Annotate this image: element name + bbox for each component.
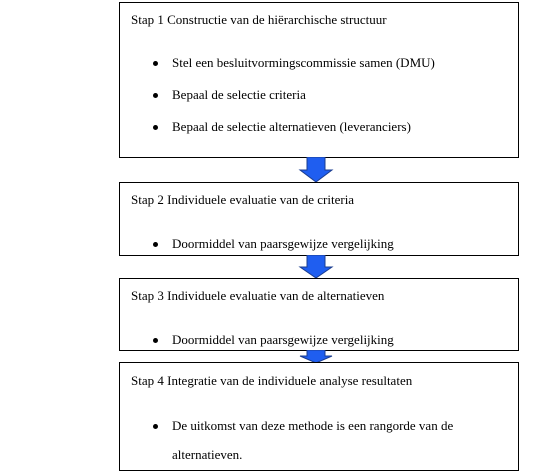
step-3-bullet-1: Doormiddel van paarsgewijze vergelijking: [172, 332, 394, 347]
step-4-bullet-1-continuation: alternatieven.: [172, 447, 243, 462]
bullet-icon: [153, 61, 158, 66]
down-arrow-icon: [298, 157, 334, 183]
arrow-shape: [300, 157, 332, 182]
bullet-icon: [153, 424, 158, 429]
step-2-title: Stap 2 Individuele evaluatie van de criteria: [131, 192, 355, 207]
bullet-icon: [153, 338, 158, 343]
step-2-bullet-1: Doormiddel van paarsgewijze vergelijking: [172, 236, 394, 251]
step-3-title: Stap 3 Individuele evaluatie van de alternatieven: [131, 288, 385, 303]
step-1-bullet-3: Bepaal de selectie alternatieven (leveranciers): [172, 119, 411, 134]
arrow-shape: [300, 255, 332, 278]
step-4-title: Stap 4 Integratie van de individuele analyse resultaten: [131, 373, 413, 388]
down-arrow-icon: [298, 255, 334, 279]
step-4-bullet-1: De uitkomst van deze methode is een rangorde van de: [172, 418, 454, 433]
step-1-box: [119, 2, 519, 158]
step-4-box: [119, 362, 519, 471]
bullet-icon: [153, 125, 158, 130]
step-1-title: Stap 1 Constructie van de hiërarchische structuur: [131, 12, 387, 27]
bullet-icon: [153, 242, 158, 247]
step-1-bullet-1: Stel een besluitvormingscommissie samen (DMU): [172, 55, 435, 70]
bullet-icon: [153, 93, 158, 98]
step-3-box: [119, 278, 519, 351]
step-1-bullet-2: Bepaal de selectie criteria: [172, 87, 306, 102]
step-2-box: [119, 182, 519, 256]
